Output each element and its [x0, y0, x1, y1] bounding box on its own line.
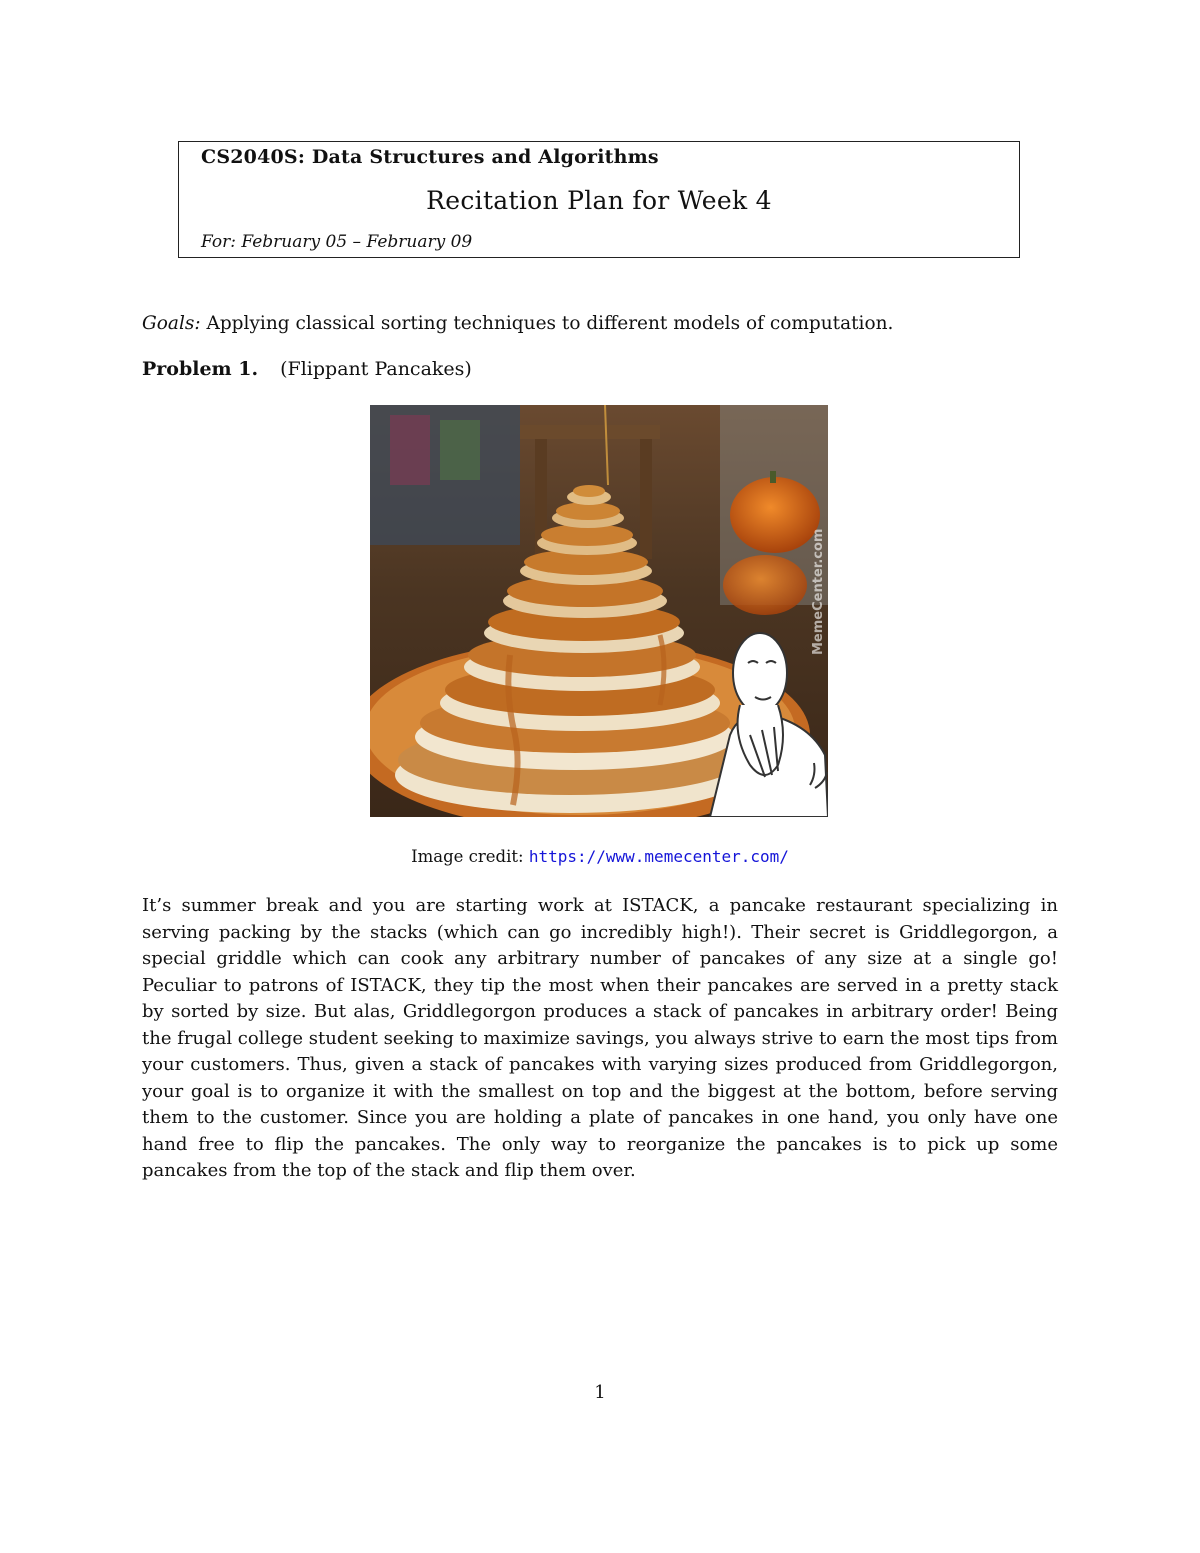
header-box — [178, 141, 1020, 258]
page-title: Recitation Plan for Week 4 — [426, 186, 772, 215]
image-credit — [0, 847, 1200, 866]
pancake-stack-illustration — [370, 405, 828, 817]
pancake-stack-image — [370, 405, 828, 817]
goals-line — [142, 313, 893, 334]
problem-description: It’s summer break and you are starting work at ISTACK, a pancake restaurant specializing in serving packing by the stacks (which can go incredibly high!). Their secret is Griddlegorgon, a special griddle which can cook any arbitrary number of pancakes of any size at a single go! Peculiar to patrons of ISTACK, they tip the most when their pancakes are served in a pretty stack by sorted by size. But alas, Griddlegorgon produces a stack of pancakes in arbitrary order! Being the frugal college student seeking to maximize savings, you always strive to earn the most tips from your customers. Thus, given a stack of pancakes with varying sizes produced from Griddlegorgon, your goal is to organize it with the smallest on top and the biggest at the bottom, before serving them to the customer. Since you are holding a plate of pancakes in one hand, you only have one hand free to flip the pancakes. The only way to reorganize the pancakes is to pick up some pancakes from the top of the stack and flip them over. — [142, 895, 1058, 1181]
credit-label: Image credit: — [411, 847, 524, 866]
image-watermark: MemeCenter.com — [811, 528, 826, 655]
problem-heading — [142, 358, 472, 380]
problem-number: Problem 1. — [142, 358, 259, 380]
credit-link[interactable]: https://www.memecenter.com/ — [528, 847, 789, 866]
course-title: CS2040S: Data Structures and Algorithms — [201, 146, 659, 168]
goals-text: Applying classical sorting techniques to different models of computation. — [206, 313, 894, 334]
problem-title: (Flippant Pancakes) — [280, 358, 472, 380]
goals-label: Goals: — [142, 313, 201, 334]
date-range: For: February 05 – February 09 — [201, 232, 473, 252]
page-number: 1 — [594, 1382, 606, 1403]
